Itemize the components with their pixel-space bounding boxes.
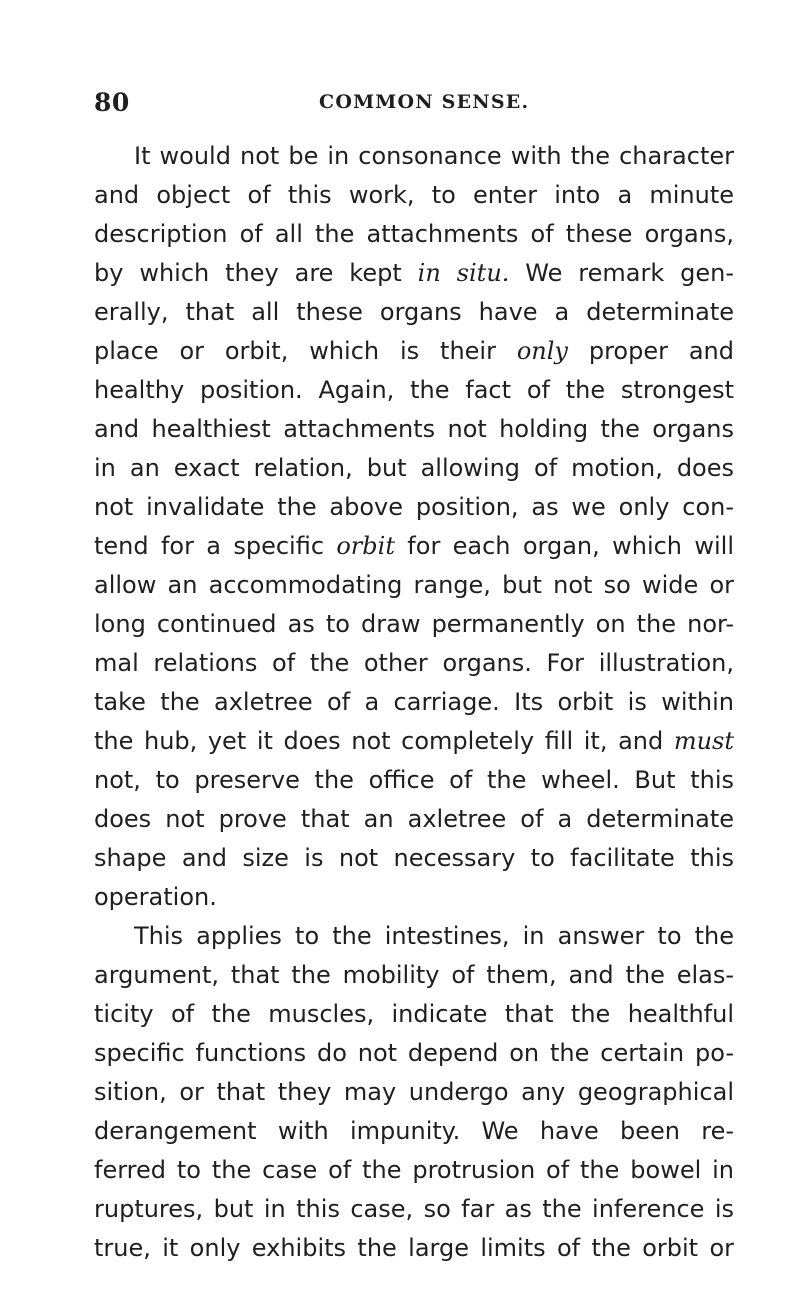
text-line: shape and size is not necessary to facilitate this [94,844,734,872]
text-line: allow an accommodating range, but not so wide or [94,571,734,599]
text-line: long continued as to draw permanently on the nor- [94,610,734,638]
text-run: for each organ, which will [394,532,734,560]
text-line: It would not be in consonance with the character [134,142,734,170]
text-line: and object of this work, to enter into a minute [94,181,734,209]
text-line: operation. [94,883,217,911]
text-line [94,332,734,371]
text-line: specific functions do not depend on the certain po- [94,1039,734,1067]
italic-text: only [516,337,568,365]
text-run: the hub, yet it does not completely fill it, and [94,727,674,755]
text-line: take the axletree of a carriage. Its orbit is within [94,688,734,716]
text-line: true, it only exhibits the large limits of the orbit or [94,1234,734,1262]
text-line: in an exact relation, but allowing of motion, does [94,454,734,482]
running-head [94,88,734,118]
italic-text: must [673,727,734,755]
text-line: erally, that all these organs have a determinate [94,298,734,326]
text-line: ferred to the case of the protrusion of the bowel in [94,1156,734,1184]
text-line: argument, that the mobility of them, and the elas- [94,961,734,989]
text-line: description of all the attachments of these organs, [94,220,734,248]
page-number: 80 [94,88,130,117]
text-line: derangement with impunity. We have been re- [94,1117,734,1145]
body-text [94,137,734,1268]
text-line: sition, or that they may undergo any geographical [94,1078,734,1106]
text-line [94,722,734,761]
italic-text: in situ. [417,259,510,287]
text-run: by which they are kept [94,259,418,287]
running-title: COMMON SENSE. [319,91,530,113]
text-line: ticity of the muscles, indicate that the healthful [94,1000,734,1028]
text-line: healthy position. Again, the fact of the strongest [94,376,734,404]
text-run: proper and [567,337,734,365]
text-line: and healthiest attachments not holding the organs [94,415,734,443]
text-line [94,527,734,566]
text-line: does not prove that an axletree of a determinate [94,805,734,833]
text-run: We remark gen- [509,259,734,287]
text-line: not, to preserve the office of the wheel. But this [94,766,734,794]
text-line [94,254,734,293]
text-line: mal relations of the other organs. For illustration, [94,649,734,677]
text-line: This applies to the intestines, in answer to the [134,922,734,950]
text-line: ruptures, but in this case, so far as the inference is [94,1195,734,1223]
text-run: place or orbit, which is their [94,337,517,365]
text-run: tend for a specific [94,532,337,560]
italic-text: orbit [336,532,395,560]
text-line: not invalidate the above position, as we only con- [94,493,734,521]
